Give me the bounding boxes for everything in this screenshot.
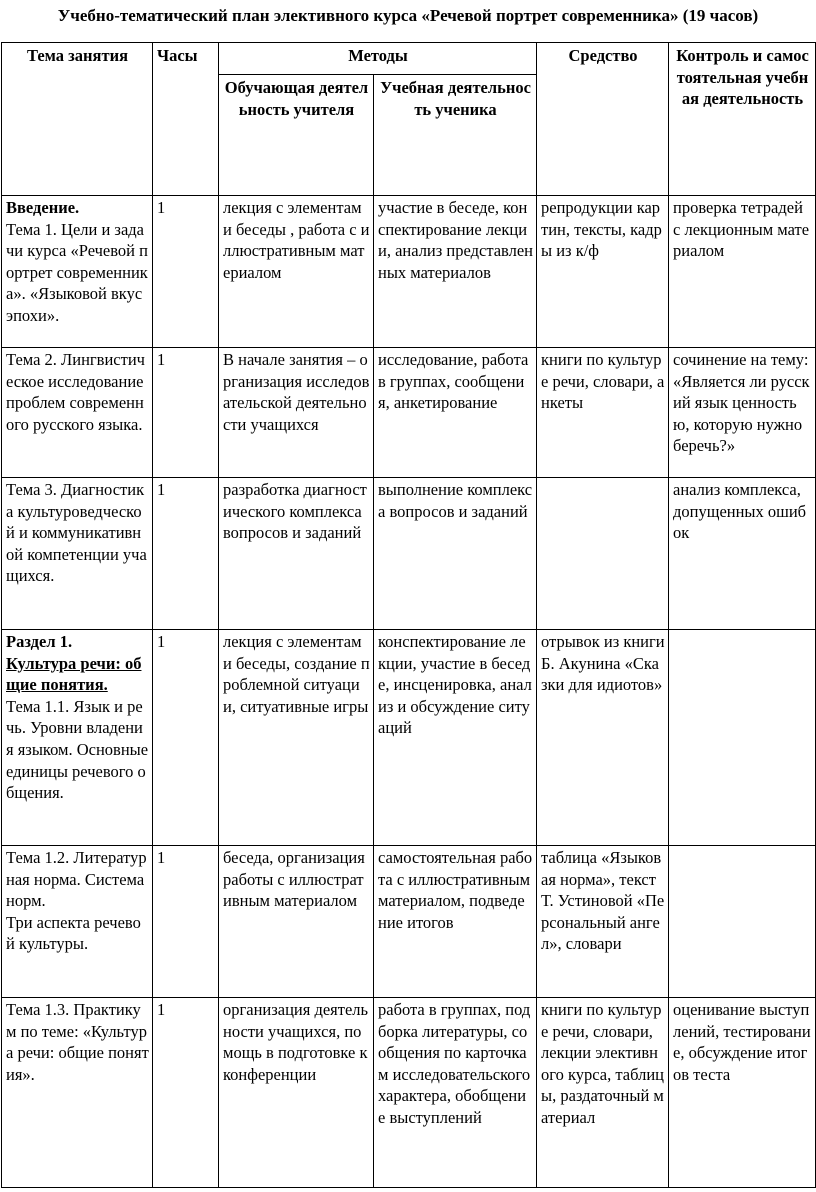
topic-heading: Введение. <box>6 198 80 217</box>
row-teacher: В начале занятия – организация исследовательской деятельности учащихся <box>219 348 374 478</box>
header-student: Учебная деятельность ученика <box>374 75 537 196</box>
row-means: книги по культуре речи, словари, анкеты <box>537 348 669 478</box>
row-topic <box>2 630 153 846</box>
row-teacher: лекция с элементами беседы , работа с иллюстративным материалом <box>219 196 374 348</box>
row-student: исследование, работа в группах, сообщения, анкетирование <box>374 348 537 478</box>
row-hours: 1 <box>153 478 219 630</box>
header-row <box>2 43 816 75</box>
topic-text: Тема 1.1. Язык и речь. Уровни владения языком. Основные единицы речевого общения. <box>6 696 149 803</box>
table-row <box>2 348 816 478</box>
table-row <box>2 846 816 998</box>
row-means: таблица «Языковая норма», текст Т. Устиновой «Персональный ангел», словари <box>537 846 669 998</box>
row-student: конспектирование лекции, участие в беседе, инсценировка, анализ и обсуждение ситуаций <box>374 630 537 846</box>
page-title: Учебно-тематический план элективного курса «Речевой портрет современника» (19 часов) <box>57 6 759 25</box>
row-student: участие в беседе, конспектирование лекции, анализ представленных материалов <box>374 196 537 348</box>
row-control: сочинение на тему: «Является ли русский язык ценностью, которую нужно беречь?» <box>669 348 816 478</box>
row-control <box>669 630 816 846</box>
row-control <box>669 846 816 998</box>
row-topic: Тема 2. Лингвистическое исследование проблем современного русского языка. <box>2 348 153 478</box>
table-row <box>2 630 816 846</box>
row-hours: 1 <box>153 846 219 998</box>
row-topic: Тема 1.3. Практикум по теме: «Культура речи: общие понятия». <box>2 998 153 1188</box>
row-teacher: лекция с элементами беседы, создание проблемной ситуации, ситуативные игры <box>219 630 374 846</box>
row-teacher: беседа, организация работы с иллюстративным материалом <box>219 846 374 998</box>
header-topic: Тема занятия <box>2 43 153 196</box>
row-topic <box>2 196 153 348</box>
section-heading: Раздел 1. <box>6 632 73 651</box>
row-topic <box>2 846 153 998</box>
topic-extra: Три аспекта речевой культуры. <box>6 912 141 954</box>
row-control: оценивание выступлений, тестирование, обсуждение итогов теста <box>669 998 816 1188</box>
row-means: отрывок из книги Б. Акунина «Сказки для идиотов» <box>537 630 669 846</box>
curriculum-table <box>1 42 816 1188</box>
row-control: проверка тетрадей с лекционным материалом <box>669 196 816 348</box>
header-hours: Часы <box>153 43 219 196</box>
row-hours: 1 <box>153 196 219 348</box>
header-control: Контроль и самостоятельная учебная деятельность <box>669 43 816 196</box>
row-means: репродукции картин, тексты, кадры из к/ф <box>537 196 669 348</box>
topic-text: Тема 1. Цели и задачи курса «Речевой портрет современника». «Языковой вкус эпохи». <box>6 219 148 325</box>
topic-text: Тема 1.2. Литературная норма. Система норм. <box>6 848 147 911</box>
row-topic: Тема 3. Диагностика культуроведческой и коммуникативной компетенции учащихся. <box>2 478 153 630</box>
row-student: самостоятельная работа с иллюстративным материалом, подведение итогов <box>374 846 537 998</box>
table-row <box>2 196 816 348</box>
row-student: выполнение комплекса вопросов и заданий <box>374 478 537 630</box>
row-teacher: разработка диагностического комплекса вопросов и заданий <box>219 478 374 630</box>
row-student: работа в группах, подборка литературы, сообщения по карточкам исследовательского характера, обобщение выступлений <box>374 998 537 1188</box>
row-teacher: организация деятельности учащихся, помощь в подготовке к конференции <box>219 998 374 1188</box>
header-methods: Методы <box>219 43 537 75</box>
row-means <box>537 478 669 630</box>
row-means: книги по культуре речи, словари, лекции элективного курса, таблицы, раздаточный материал <box>537 998 669 1188</box>
section-title: Культура речи: общие понятия. <box>6 653 142 695</box>
row-hours: 1 <box>153 348 219 478</box>
header-means: Средство <box>537 43 669 196</box>
row-hours: 1 <box>153 998 219 1188</box>
table-row <box>2 998 816 1188</box>
table-row <box>2 478 816 630</box>
header-teacher: Обучающая деятельность учителя <box>219 75 374 196</box>
row-hours: 1 <box>153 630 219 846</box>
row-control: анализ комплекса, допущенных ошибок <box>669 478 816 630</box>
